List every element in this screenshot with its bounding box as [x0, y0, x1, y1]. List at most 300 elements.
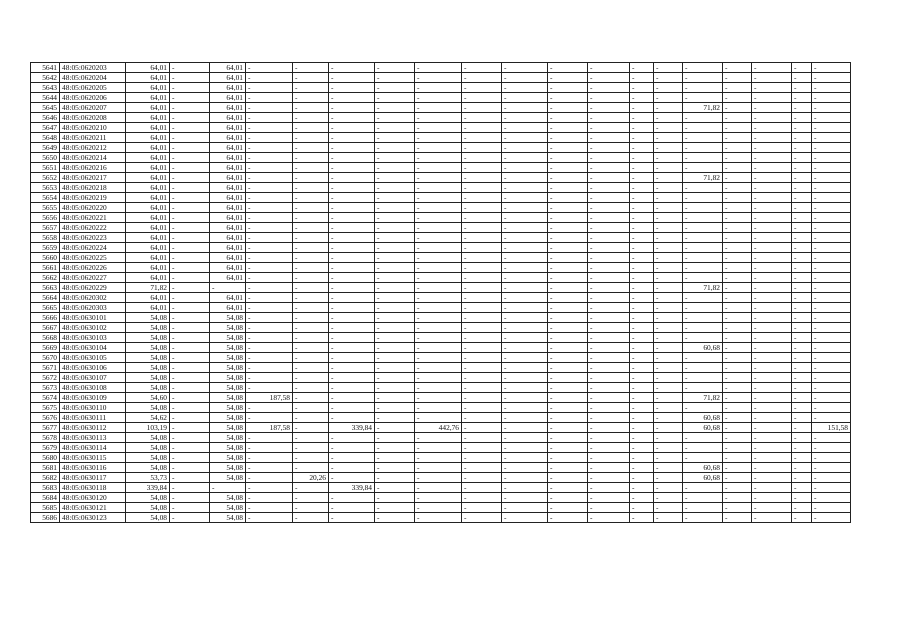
value-cell: -: [462, 303, 502, 313]
cadastral-number-cell: 48:05:0630123: [60, 513, 126, 523]
value-cell: -: [415, 403, 462, 413]
value-cell: -: [588, 363, 630, 373]
value-cell: -: [654, 93, 683, 103]
value-cell: -: [683, 503, 723, 513]
value-cell: 60,68: [683, 463, 723, 473]
value-cell: -: [502, 463, 548, 473]
value-cell: -: [329, 503, 375, 513]
value-cell: -: [246, 443, 293, 453]
table-row: [31, 223, 851, 233]
value-cell: -: [502, 73, 548, 83]
value-cell: -: [683, 163, 723, 173]
value-cell: -: [752, 143, 792, 153]
value-cell: -: [462, 463, 502, 473]
value-cell: -: [792, 263, 812, 273]
value-cell: -: [415, 283, 462, 293]
value-cell: -: [654, 363, 683, 373]
value-cell: -: [375, 493, 415, 503]
value-cell: -: [170, 193, 210, 203]
value-cell: -: [630, 213, 654, 223]
value-cell: 64,01: [126, 93, 170, 103]
value-cell: -: [415, 443, 462, 453]
value-cell: 54,08: [210, 323, 246, 333]
value-cell: -: [415, 353, 462, 363]
cadastral-number-cell: 48:05:0630101: [60, 313, 126, 323]
value-cell: -: [683, 233, 723, 243]
value-cell: -: [502, 323, 548, 333]
value-cell: -: [752, 323, 792, 333]
value-cell: -: [588, 163, 630, 173]
value-cell: -: [752, 193, 792, 203]
value-cell: -: [170, 103, 210, 113]
value-cell: -: [812, 483, 851, 493]
value-cell: -: [792, 343, 812, 353]
value-cell: -: [792, 253, 812, 263]
value-cell: -: [792, 413, 812, 423]
cadastral-number-cell: 48:05:0630103: [60, 333, 126, 343]
value-cell: -: [246, 233, 293, 243]
value-cell: -: [723, 63, 752, 73]
value-cell: -: [812, 273, 851, 283]
value-cell: 64,01: [126, 163, 170, 173]
table-row: [31, 403, 851, 413]
value-cell: -: [170, 133, 210, 143]
value-cell: -: [630, 203, 654, 213]
value-cell: -: [654, 493, 683, 503]
value-cell: -: [683, 293, 723, 303]
table-row: [31, 513, 851, 523]
value-cell: 54,08: [210, 493, 246, 503]
value-cell: -: [170, 453, 210, 463]
value-cell: -: [375, 123, 415, 133]
value-cell: -: [329, 283, 375, 293]
value-cell: -: [462, 313, 502, 323]
value-cell: -: [293, 223, 329, 233]
value-cell: -: [246, 263, 293, 273]
value-cell: 54,08: [126, 493, 170, 503]
value-cell: -: [375, 363, 415, 373]
value-cell: -: [293, 133, 329, 143]
value-cell: 54,62: [126, 413, 170, 423]
value-cell: -: [630, 443, 654, 453]
value-cell: 54,08: [126, 333, 170, 343]
value-cell: -: [502, 153, 548, 163]
value-cell: -: [683, 483, 723, 493]
value-cell: -: [375, 153, 415, 163]
value-cell: -: [588, 493, 630, 503]
value-cell: -: [630, 493, 654, 503]
row-number-cell: 5671: [31, 363, 60, 373]
value-cell: -: [329, 163, 375, 173]
value-cell: -: [246, 433, 293, 443]
table-row: [31, 463, 851, 473]
value-cell: -: [630, 243, 654, 253]
value-cell: -: [654, 303, 683, 313]
value-cell: -: [375, 223, 415, 233]
value-cell: -: [723, 323, 752, 333]
value-cell: -: [588, 373, 630, 383]
row-number-cell: 5654: [31, 193, 60, 203]
value-cell: -: [654, 163, 683, 173]
value-cell: -: [375, 453, 415, 463]
cadastral-number-cell: 48:05:0630107: [60, 373, 126, 383]
value-cell: -: [170, 223, 210, 233]
value-cell: -: [723, 413, 752, 423]
value-cell: -: [723, 263, 752, 273]
value-cell: -: [723, 103, 752, 113]
value-cell: 54,08: [210, 363, 246, 373]
value-cell: -: [654, 323, 683, 333]
value-cell: -: [415, 373, 462, 383]
value-cell: -: [548, 403, 588, 413]
value-cell: -: [375, 113, 415, 123]
value-cell: -: [415, 223, 462, 233]
value-cell: -: [752, 103, 792, 113]
cadastral-number-cell: 48:05:0620206: [60, 93, 126, 103]
value-cell: -: [752, 123, 792, 133]
value-cell: -: [548, 223, 588, 233]
value-cell: -: [812, 313, 851, 323]
value-cell: -: [792, 163, 812, 173]
cadastral-number-cell: 48:05:0620220: [60, 203, 126, 213]
value-cell: -: [588, 353, 630, 363]
value-cell: -: [654, 213, 683, 223]
value-cell: -: [502, 363, 548, 373]
value-cell: -: [415, 183, 462, 193]
value-cell: -: [293, 483, 329, 493]
value-cell: -: [415, 233, 462, 243]
value-cell: -: [246, 143, 293, 153]
value-cell: -: [502, 63, 548, 73]
value-cell: -: [548, 263, 588, 273]
value-cell: -: [170, 63, 210, 73]
table-row: [31, 113, 851, 123]
value-cell: -: [415, 93, 462, 103]
value-cell: -: [375, 73, 415, 83]
value-cell: -: [170, 363, 210, 373]
row-number-cell: 5669: [31, 343, 60, 353]
value-cell: -: [654, 413, 683, 423]
value-cell: -: [654, 253, 683, 263]
value-cell: -: [293, 233, 329, 243]
cadastral-number-cell: 48:05:0630121: [60, 503, 126, 513]
value-cell: -: [415, 263, 462, 273]
row-number-cell: 5683: [31, 483, 60, 493]
value-cell: -: [170, 383, 210, 393]
value-cell: -: [752, 63, 792, 73]
value-cell: -: [630, 63, 654, 73]
value-cell: -: [375, 433, 415, 443]
value-cell: -: [752, 183, 792, 193]
value-cell: 54,08: [126, 503, 170, 513]
table-row: [31, 373, 851, 383]
value-cell: -: [170, 313, 210, 323]
value-cell: -: [723, 93, 752, 103]
cadastral-number-cell: 48:05:0620217: [60, 173, 126, 183]
value-cell: -: [683, 183, 723, 193]
value-cell: -: [752, 343, 792, 353]
value-cell: -: [246, 113, 293, 123]
value-cell: -: [683, 513, 723, 523]
row-number-cell: 5673: [31, 383, 60, 393]
value-cell: -: [246, 163, 293, 173]
value-cell: -: [654, 333, 683, 343]
value-cell: -: [812, 433, 851, 443]
table-row: [31, 233, 851, 243]
value-cell: 54,08: [210, 403, 246, 413]
value-cell: -: [415, 323, 462, 333]
value-cell: -: [683, 333, 723, 343]
value-cell: -: [246, 323, 293, 333]
value-cell: 54,08: [126, 513, 170, 523]
value-cell: -: [293, 293, 329, 303]
value-cell: -: [170, 163, 210, 173]
value-cell: -: [170, 483, 210, 493]
cadastral-number-cell: 48:05:0620227: [60, 273, 126, 283]
value-cell: -: [654, 503, 683, 513]
value-cell: 339,84: [329, 423, 375, 433]
cadastral-number-cell: 48:05:0620211: [60, 133, 126, 143]
value-cell: 71,82: [683, 173, 723, 183]
value-cell: -: [812, 463, 851, 473]
value-cell: -: [683, 63, 723, 73]
value-cell: -: [502, 343, 548, 353]
value-cell: -: [293, 323, 329, 333]
value-cell: -: [462, 403, 502, 413]
value-cell: -: [723, 443, 752, 453]
value-cell: 64,01: [126, 223, 170, 233]
value-cell: -: [654, 83, 683, 93]
value-cell: -: [293, 143, 329, 153]
value-cell: -: [630, 343, 654, 353]
value-cell: -: [588, 453, 630, 463]
value-cell: -: [375, 303, 415, 313]
value-cell: 71,82: [683, 393, 723, 403]
cadastral-number-cell: 48:05:0620208: [60, 113, 126, 123]
value-cell: -: [415, 103, 462, 113]
value-cell: 64,01: [126, 253, 170, 263]
value-cell: -: [502, 283, 548, 293]
value-cell: -: [170, 323, 210, 333]
value-cell: -: [462, 83, 502, 93]
value-cell: -: [588, 383, 630, 393]
table-row: [31, 503, 851, 513]
value-cell: -: [329, 63, 375, 73]
value-cell: -: [588, 443, 630, 453]
value-cell: -: [548, 463, 588, 473]
value-cell: -: [246, 223, 293, 233]
table-row: [31, 383, 851, 393]
cadastral-number-cell: 48:05:0630108: [60, 383, 126, 393]
table-row: [31, 143, 851, 153]
value-cell: -: [792, 193, 812, 203]
value-cell: -: [683, 403, 723, 413]
value-cell: -: [502, 123, 548, 133]
value-cell: -: [812, 183, 851, 193]
value-cell: -: [792, 83, 812, 93]
value-cell: -: [812, 393, 851, 403]
value-cell: -: [752, 213, 792, 223]
value-cell: 64,01: [126, 73, 170, 83]
value-cell: 64,01: [126, 263, 170, 273]
value-cell: -: [502, 373, 548, 383]
value-cell: -: [246, 473, 293, 483]
value-cell: -: [375, 393, 415, 403]
row-number-cell: 5680: [31, 453, 60, 463]
value-cell: -: [792, 63, 812, 73]
value-cell: -: [246, 293, 293, 303]
value-cell: -: [752, 463, 792, 473]
value-cell: -: [812, 363, 851, 373]
value-cell: -: [654, 223, 683, 233]
value-cell: -: [548, 333, 588, 343]
value-cell: -: [415, 83, 462, 93]
value-cell: -: [375, 403, 415, 413]
value-cell: 64,01: [126, 173, 170, 183]
value-cell: -: [293, 373, 329, 383]
row-number-cell: 5651: [31, 163, 60, 173]
value-cell: -: [812, 253, 851, 263]
row-number-cell: 5664: [31, 293, 60, 303]
value-cell: -: [329, 353, 375, 363]
value-cell: -: [293, 493, 329, 503]
value-cell: -: [293, 113, 329, 123]
table-row: [31, 453, 851, 463]
value-cell: -: [502, 473, 548, 483]
value-cell: -: [246, 463, 293, 473]
value-cell: -: [588, 263, 630, 273]
value-cell: -: [683, 123, 723, 133]
value-cell: -: [683, 443, 723, 453]
cadastral-number-cell: 48:05:0630114: [60, 443, 126, 453]
value-cell: -: [462, 193, 502, 203]
value-cell: -: [588, 463, 630, 473]
value-cell: -: [792, 513, 812, 523]
value-cell: -: [548, 273, 588, 283]
row-number-cell: 5653: [31, 183, 60, 193]
value-cell: -: [462, 413, 502, 423]
value-cell: -: [723, 213, 752, 223]
value-cell: -: [548, 233, 588, 243]
value-cell: -: [462, 353, 502, 363]
value-cell: -: [502, 423, 548, 433]
value-cell: -: [812, 203, 851, 213]
value-cell: -: [462, 473, 502, 483]
value-cell: -: [654, 473, 683, 483]
value-cell: -: [752, 353, 792, 363]
value-cell: -: [170, 403, 210, 413]
value-cell: 64,01: [126, 63, 170, 73]
value-cell: -: [630, 133, 654, 143]
value-cell: -: [792, 303, 812, 313]
cadastral-number-cell: 48:05:0630111: [60, 413, 126, 423]
value-cell: -: [293, 313, 329, 323]
value-cell: -: [462, 493, 502, 503]
cadastral-number-cell: 48:05:0630120: [60, 493, 126, 503]
table-row: [31, 433, 851, 443]
value-cell: -: [502, 163, 548, 173]
value-cell: -: [375, 183, 415, 193]
value-cell: -: [462, 513, 502, 523]
value-cell: -: [654, 513, 683, 523]
value-cell: 54,08: [210, 463, 246, 473]
value-cell: -: [654, 373, 683, 383]
value-cell: -: [588, 73, 630, 83]
value-cell: -: [293, 453, 329, 463]
value-cell: -: [548, 513, 588, 523]
cadastral-number-cell: 48:05:0620203: [60, 63, 126, 73]
value-cell: -: [792, 183, 812, 193]
value-cell: 64,01: [210, 233, 246, 243]
value-cell: -: [588, 123, 630, 133]
value-cell: -: [293, 253, 329, 263]
value-cell: -: [502, 333, 548, 343]
value-cell: -: [630, 383, 654, 393]
table-row: [31, 173, 851, 183]
value-cell: -: [723, 73, 752, 83]
value-cell: -: [630, 453, 654, 463]
value-cell: -: [630, 73, 654, 83]
value-cell: -: [630, 323, 654, 333]
value-cell: -: [752, 233, 792, 243]
cadastral-data-table: [30, 62, 851, 523]
value-cell: -: [170, 293, 210, 303]
value-cell: -: [723, 113, 752, 123]
row-number-cell: 5644: [31, 93, 60, 103]
value-cell: -: [683, 93, 723, 103]
value-cell: -: [723, 203, 752, 213]
value-cell: -: [630, 163, 654, 173]
value-cell: -: [502, 113, 548, 123]
value-cell: -: [170, 343, 210, 353]
value-cell: -: [548, 493, 588, 503]
value-cell: -: [170, 373, 210, 383]
value-cell: -: [588, 103, 630, 113]
value-cell: -: [812, 223, 851, 233]
value-cell: -: [329, 393, 375, 403]
value-cell: -: [462, 113, 502, 123]
value-cell: -: [812, 333, 851, 343]
value-cell: -: [246, 213, 293, 223]
value-cell: -: [792, 393, 812, 403]
value-cell: -: [462, 373, 502, 383]
value-cell: -: [752, 483, 792, 493]
value-cell: -: [329, 103, 375, 113]
value-cell: -: [462, 173, 502, 183]
value-cell: -: [415, 293, 462, 303]
value-cell: -: [246, 153, 293, 163]
value-cell: -: [812, 243, 851, 253]
value-cell: -: [812, 93, 851, 103]
value-cell: -: [683, 143, 723, 153]
row-number-cell: 5657: [31, 223, 60, 233]
value-cell: -: [170, 303, 210, 313]
row-number-cell: 5666: [31, 313, 60, 323]
value-cell: -: [792, 433, 812, 443]
row-number-cell: 5647: [31, 123, 60, 133]
value-cell: -: [723, 173, 752, 183]
value-cell: -: [723, 493, 752, 503]
value-cell: -: [812, 343, 851, 353]
value-cell: -: [630, 473, 654, 483]
value-cell: -: [723, 373, 752, 383]
value-cell: -: [375, 463, 415, 473]
value-cell: -: [723, 433, 752, 443]
value-cell: -: [415, 333, 462, 343]
value-cell: -: [792, 273, 812, 283]
value-cell: -: [329, 433, 375, 443]
value-cell: 64,01: [210, 113, 246, 123]
